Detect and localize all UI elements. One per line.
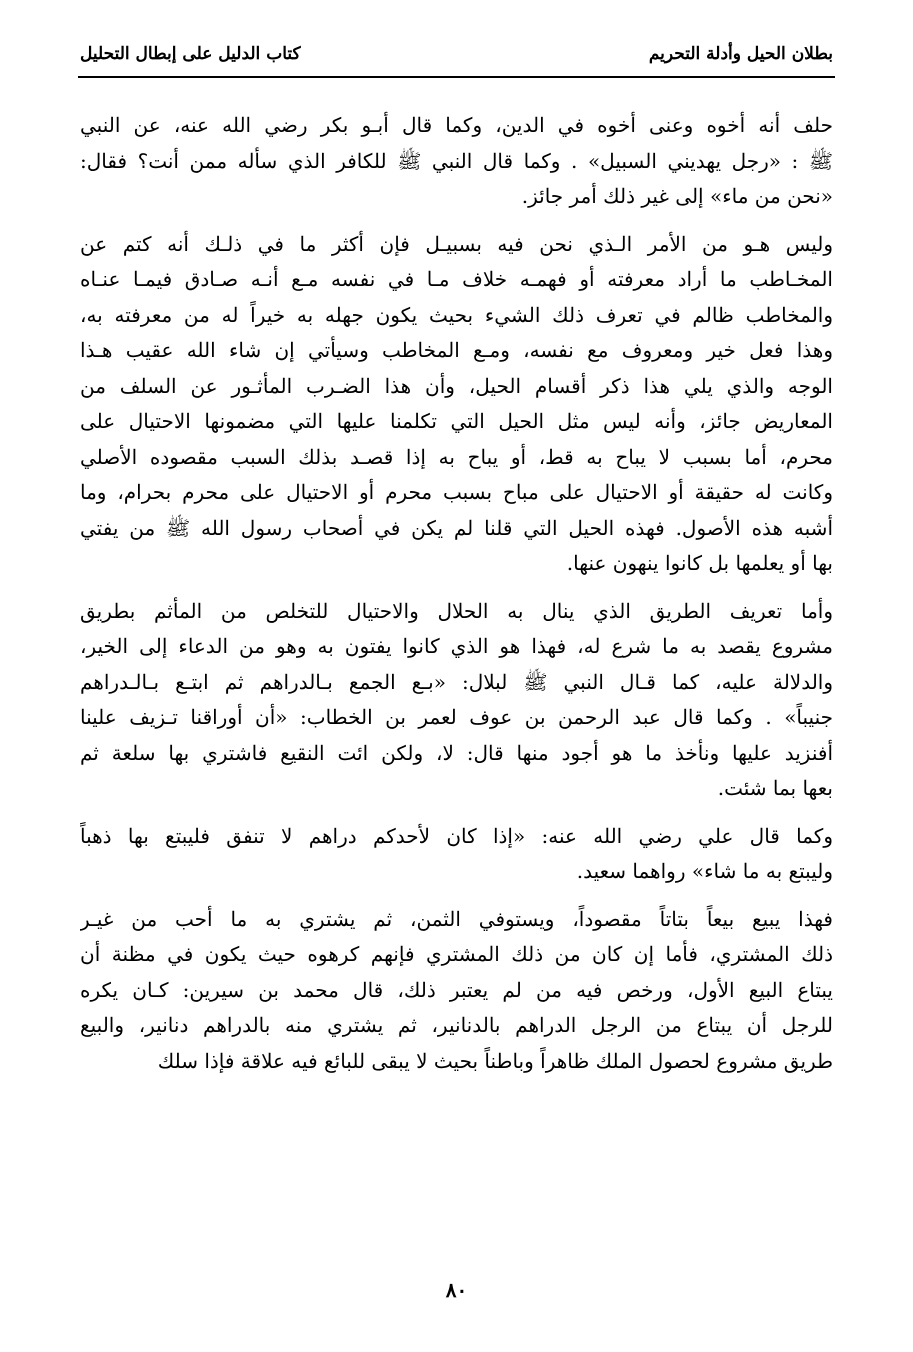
text-line: وكانت له حقيقة أو الاحتيال على مباح بسبب محرم أو الاحتيال على محرم بحرام، وما <box>80 480 833 504</box>
text-line: ﷺ : «رجل يهديني السبيل» . وكما قال النبي ﷺ للكافر الذي سأله ممن أنت؟ فقال: <box>80 148 833 173</box>
text-line: والدلالة عليه، كما قـال النبي ﷺ لبلال: «بـع الجمع بـالدراهم ثم ابتـع بـالـدراهم <box>80 669 833 694</box>
text-line: يبتاع البيع الأول، ورخص فيه من لم يعتبر ذلك، قال محمد بن سيرين: كـان يكره <box>80 977 833 1002</box>
text-line: محرم، أما بسبب لا يباح به قط، أو يباح به إذا قصـد بذلك السبب مقصوده الأصلي <box>80 444 833 469</box>
text-line: المخـاطب ما أراد معرفته أو فهمـه خلاف مـا في نفسه مـع أنـه صـادق فيمـا عنـاه <box>80 267 833 291</box>
text-line: «نحن من ماء» إلى غير ذلك أمر جائز. <box>521 184 833 208</box>
paragraph <box>80 819 833 890</box>
text-line: للرجل أن يبتاع من الرجل الدراهم بالدنانير، ثم يشتري منه بالدراهم دنانير، والبيع <box>80 1013 833 1037</box>
text-line: وليبتع به ما شاء» رواهما سعيد. <box>576 859 833 883</box>
text-line: أشبه هذه الأصول. فهذه الحيل التي قلنا لم يكن في أصحاب رسول الله ﷺ من يفتي <box>80 515 833 540</box>
text-line: جنيباً» . وكما قال عبد الرحمن بن عوف لعمر بن الخطاب: «أن أوراقنا تـزيف علينا <box>80 705 833 729</box>
text-line: الوجه والذي يلي هذا ذكر أقسام الحيل، وأن هذا الضـرب المأثـور عن السلف من <box>80 373 833 398</box>
text-line: وليس هـو من الأمر الـذي نحن فيه بسبيـل فإن أكثر ما في ذلـك أنه كتم عن <box>80 231 833 256</box>
header-book-section-title: بطلان الحيل وأدلة التحريم <box>648 44 833 64</box>
text-line: فهذا يبيع بيعاً بتاتاً مقصوداً، ويستوفي الثمن، ثم يشتري به ما أحب من غيـر <box>80 906 833 931</box>
text-line: مشروع يقصد به ما شرع له، فهذا هو الذي كانوا يفتون به وهو من الدعاء إلى الخير، <box>80 634 833 658</box>
header-divider <box>78 76 835 78</box>
paragraph <box>80 108 833 215</box>
text-line: أفنزيد عليها ونأخذ ما هو أجود منها قال: لا، ولكن ائت النقيع فاشتري بها سلعة ثم <box>80 740 833 765</box>
text-line: وأما تعريف الطريق الذي ينال به الحلال والاحتيال للتخلص من المأثم بطريق <box>80 598 833 623</box>
paragraph <box>80 902 833 1080</box>
header-book-title: كتاب الدليل على إبطال التحليل <box>80 44 301 64</box>
text-line: حلف أنه أخوه وعنى أخوه في الدين، وكما قال أبـو بكر رضي الله عنه، عن النبي <box>80 113 833 137</box>
paragraph <box>80 227 833 582</box>
text-line: وهذا فعل خير ومعروف مع نفسه، ومـع المخاطب وسيأتي إن شاء الله عقيب هـذا <box>80 338 833 362</box>
text-line: بها أو يعلمها بل كانوا ينهون عنها. <box>566 551 833 575</box>
text-line: طريق مشروع لحصول الملك ظاهراً وباطناً بحيث لا يبقى للبائع فيه علاقة فإذا سلك <box>157 1048 833 1073</box>
text-line: بعها بما شئت. <box>717 776 833 800</box>
text-line: المعاريض جائز، وأنه ليس مثل الحيل التي تكلمنا عليها التي مضمونها الاحتيال على <box>80 409 833 433</box>
text-line: وكما قال علي رضي الله عنه: «إذا كان لأحدكم دراهم لا تنفق فليبتع بها ذهباً <box>80 823 833 848</box>
running-header <box>80 44 833 74</box>
page-number: ٨٠ <box>445 1278 468 1302</box>
paragraph <box>80 594 833 807</box>
text-line: والمخاطب ظالم في تعرف ذلك الشيء بحيث يكون جهله به خيراً له من معرفته به، <box>80 302 833 327</box>
page-body-text <box>80 108 833 1091</box>
text-line: ذلك المشتري، فأما إن كان من ذلك المشتري فإنهم كرهوه حيث يكون في مظنة أن <box>80 942 833 966</box>
